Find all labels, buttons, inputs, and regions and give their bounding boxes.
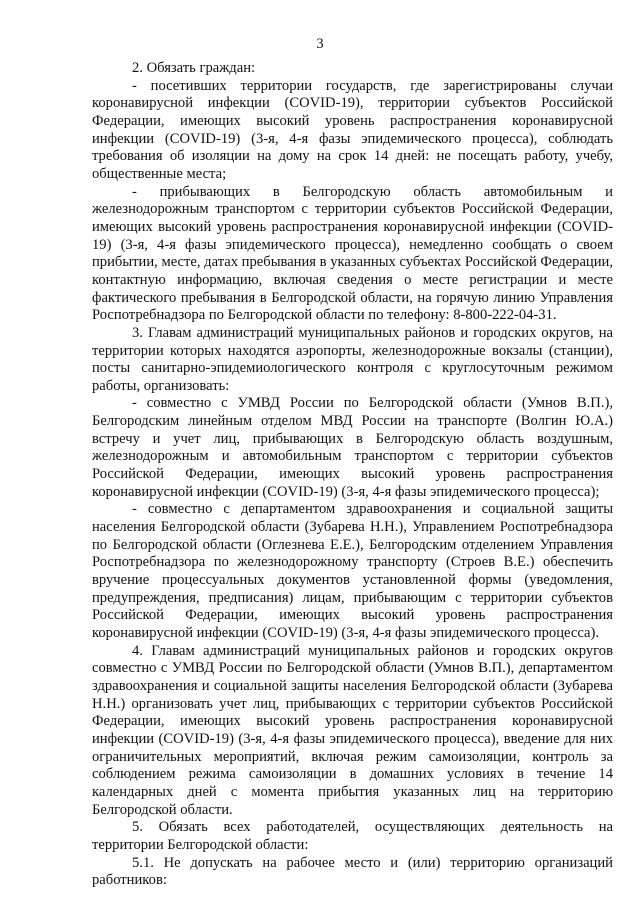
- paragraph-2-heading: 2. Обязать граждан:: [132, 60, 256, 76]
- paragraph-2-item-2: - прибывающих в Белгородскую область автомобильным и железнодорожным транспортом с территории субъектов Российской Федерации, имеющих высокий уровень распространения коронавирусной инфекции (COVID-19) (3-я, 4-я фазы эпидемического процесса), немедленно сообщать о своем прибытии, месте, датах пребывания в указанных субъектах Российской Федерации, контактную информацию, включая сведения о месте регистрации и месте фактического пребывания в Белгородской области, на горячую линию Управления Роспотребнадзора по Белгородской области по телефону: 8-800-222-04-31.: [92, 183, 613, 324]
- page-number: 3: [316, 36, 324, 52]
- paragraph-2-item-1: - посетивших территории государств, где зарегистрированы случаи коронавирусной инфекции (COVID-19), территории субъектов Российской Федерации, имеющих высокий уровень распространения коронавирусной инфекции (COVID-19) (3-я, 4-я фазы эпидемического процесса), соблюдать требования об изоляции на дому на срок 14 дней: не посещать работу, учебу, общественные места;: [92, 77, 613, 182]
- paragraph-3-item-1: - совместно с УМВД России по Белгородской области (Умнов В.П.), Белгородским линейным отделом МВД России на транспорте (Волгин Ю.А.) встречу и учет лиц, прибывающих в Белгородскую область воздушным, железнодорожным и автомобильным транспортом с территории субъектов Российской Федерации, имеющих высокий уровень распространения коронавирусной инфекции (COVID-19) (3-я, 4-я фазы эпидемического процесса);: [92, 395, 613, 500]
- paragraph-5-heading: 5. Обязать всех работодателей, осуществляющих деятельность на территории Белгородской области:: [92, 819, 613, 853]
- paragraph-4: 4. Главам администраций муниципальных районов и городских округов совместно с УМВД России по Белгородской области (Умнов В.П.), департаментом здравоохранения и социальной защиты населения Белгородской области (Зубарева Н.Н.) организовать учет лиц, прибывающих с территории субъектов Российской Федерации, имеющих высокий уровень распространения коронавирусной инфекции (COVID-19) (3-я, 4-я фазы эпидемического процесса), введение для них ограничительных мероприятий, включая режим самоизоляции, контроль за соблюдением режима самоизоляции в домашних условиях в течение 14 календарных дней с момента прибытия указанных лиц на территорию Белгородской области.: [92, 642, 613, 818]
- paragraph-5-1: 5.1. Не допускать на рабочее место и (или) территорию организаций работников:: [92, 854, 613, 889]
- paragraph-3-heading: 3. Главам администраций муниципальных районов и городских округов, на территории которых находятся аэропорты, железнодорожные вокзалы (станции), посты санитарно-эпидемиологического контроля с круглосуточным режимом работы, организовать:: [92, 324, 613, 394]
- paragraph-3-item-2: - совместно с департаментом здравоохранения и социальной защиты населения Белгородской области (Зубарева Н.Н.), Управлением Роспотребнадзора по Белгородской области (Оглезнева Е.Е.), Белгородским отделением Управления Роспотребнадзора по железнодорожному транспорту (Строев В.Е.) обеспечить вручение процессуальных документов установленной формы (уведомления, предупреждения, предписания) лицам, прибывающим с территории субъектов Российской Федерации, имеющих высокий уровень распространения коронавирусной инфекции (COVID-19) (3-я, 4-я фазы эпидемического процесса).: [92, 501, 613, 641]
- document-body: [92, 60, 613, 890]
